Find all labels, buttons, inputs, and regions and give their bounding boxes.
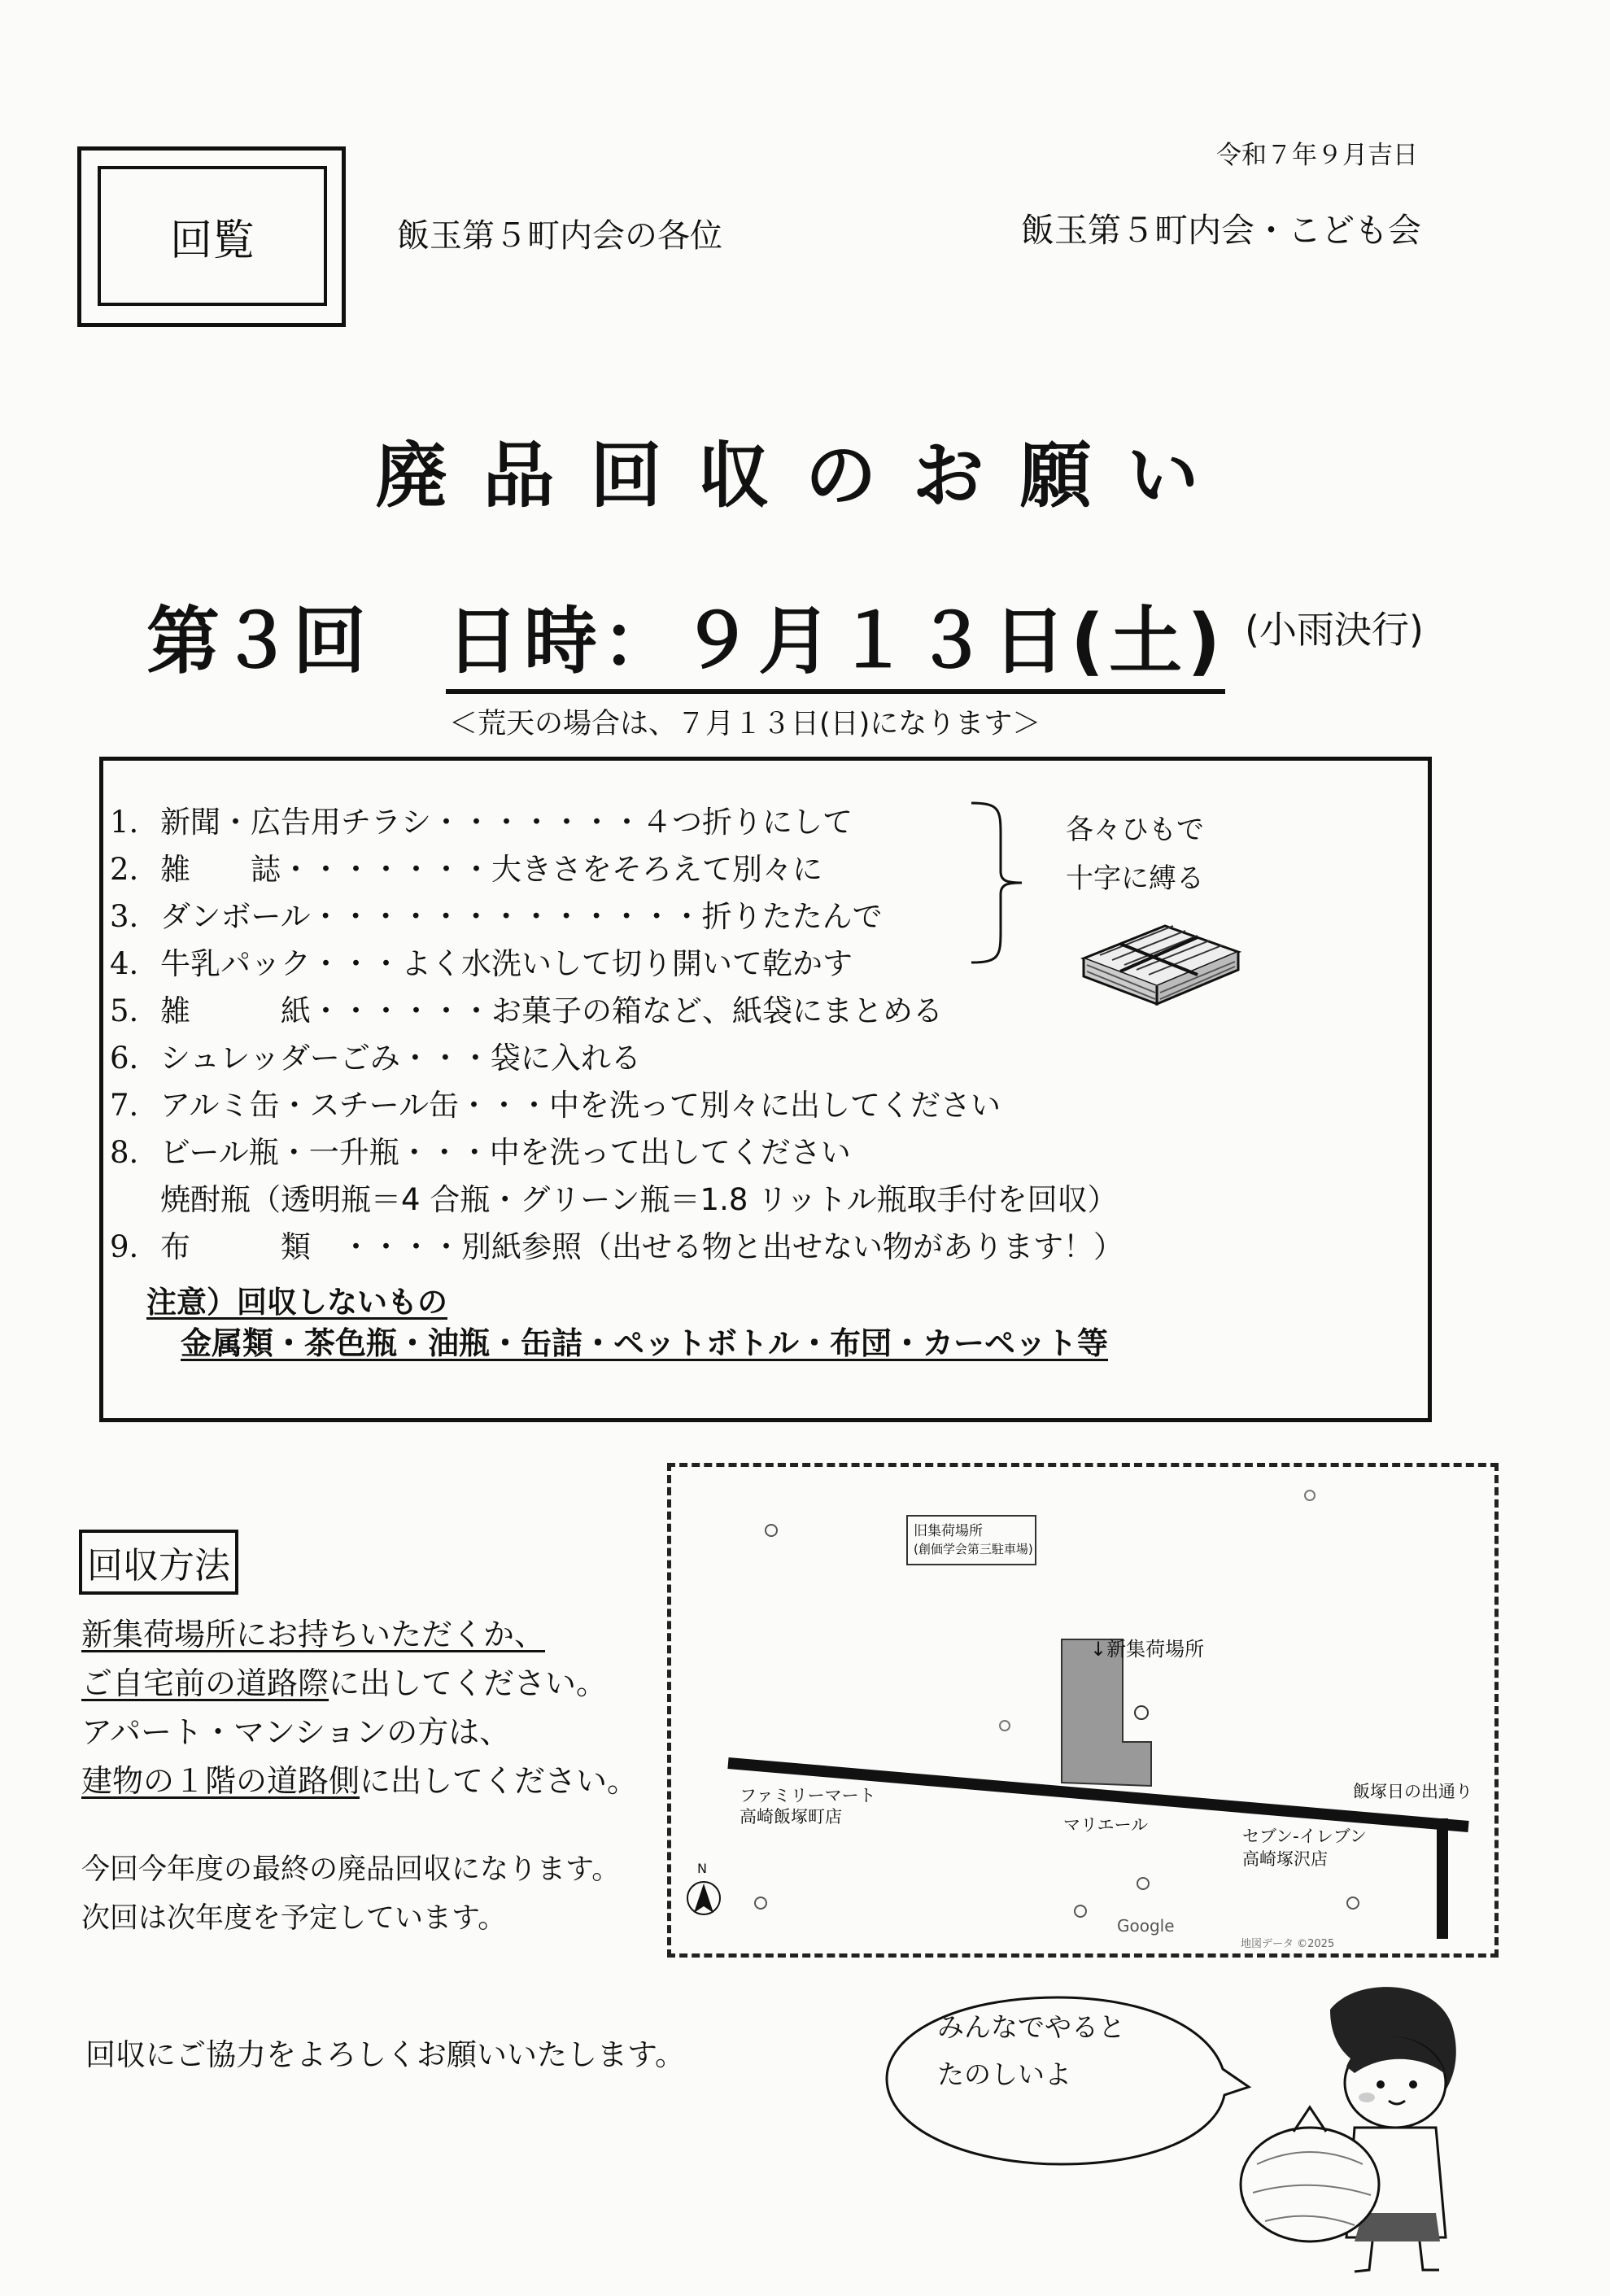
collection-method-heading: 回収方法 — [79, 1530, 238, 1595]
method-line: アパート・マンションの方は、 — [81, 1714, 511, 1750]
not-collected-list: 金属類・茶色瓶・油瓶・缶詰・ペットボトル・布団・カーペット等 — [181, 1325, 1109, 1361]
north-arrow-icon — [694, 1884, 713, 1913]
map-drawing — [671, 1467, 1499, 1958]
location-map — [667, 1463, 1499, 1958]
final-collection-note: 今回今年度の最終の廃品回収になります。 — [81, 1853, 621, 1886]
new-site-label: ↓新集荷場所 — [1090, 1638, 1205, 1661]
iizuka-street-label: 飯塚日の出通り — [1353, 1782, 1473, 1801]
event-datetime: 日時：９月１３日(土) — [446, 582, 1225, 694]
session-number: 第３回 — [146, 599, 366, 684]
issue-date: 令和７年９月吉日 — [1216, 141, 1418, 170]
method-line: 新集荷場所にお持ちいただくか、 — [81, 1617, 546, 1652]
list-item: 9. 布 類 ・・・・別紙参照（出せる物と出せない物があります！） — [110, 1229, 1124, 1264]
next-collection-note: 次回は次年度を予定しています。 — [81, 1902, 507, 1935]
list-item: 8. ビール瓶・一升瓶・・・中を洗って出してください — [110, 1135, 851, 1170]
old-site-label: 旧集荷場所 — [914, 1523, 983, 1539]
map-copyright: 地図データ ©2025 — [1241, 1938, 1335, 1950]
brace-icon — [966, 793, 1032, 972]
old-site-sublabel: (創価学会第三駐車場) — [914, 1542, 1033, 1556]
new-site-lot — [1062, 1639, 1151, 1786]
seven-eleven-branch-label: 高崎塚沢店 — [1242, 1849, 1328, 1869]
newspaper-bundle-icon — [1076, 901, 1246, 1007]
list-item: 6. シュレッダーごみ・・・袋に入れる — [110, 1041, 641, 1076]
circulation-label: 回覧 — [98, 166, 327, 306]
list-item: 焼酎瓶（透明瓶＝4 合瓶・グリーン瓶＝1.8 リットル瓶取手付を回収） — [160, 1182, 1118, 1217]
list-item: 2. 雑 誌・・・・・・・大きさをそろえて別々に — [110, 852, 822, 887]
tie-instruction: 各々ひもで 十字に縛る — [1066, 814, 1204, 895]
mascot-speech: みんなでやると たのしいよ — [937, 2011, 1125, 2090]
list-item: 1. 新聞・広告用チラシ・・・・・・・４つ折りにして — [110, 805, 853, 840]
rain-policy-note: (小雨決行) — [1245, 608, 1424, 652]
family-mart-label: ファミリーマート — [740, 1786, 876, 1805]
thanks-message: 回収にご協力をよろしくお願いいたします。 — [85, 2037, 686, 2072]
caution-heading: 注意）回収しないもの — [146, 1285, 447, 1320]
list-item: 5. 雑 紙・・・・・・お菓子の箱など、紙袋にまとめる — [110, 993, 943, 1028]
north-label: N — [697, 1861, 707, 1876]
family-mart-branch-label: 高崎飯塚町店 — [740, 1807, 842, 1827]
storm-alternate-date: ＜荒天の場合は、７月１３日(日)になります＞ — [449, 708, 1041, 740]
recipient-line: 飯玉第５町内会の各位 — [397, 217, 722, 255]
list-item: 7. アルミ缶・スチール缶・・・中を洗って別々に出してください — [110, 1088, 1001, 1123]
seven-eleven-label: セブン-イレブン — [1242, 1827, 1367, 1846]
marie-label: マリエール — [1063, 1815, 1149, 1835]
list-item: 3. ダンボール・・・・・・・・・・・・・折りたたんで — [110, 899, 883, 934]
child-mascot-illustration — [1233, 1977, 1468, 2278]
method-line: 建物の１階の道路側に出してください。 — [81, 1763, 639, 1799]
sender-organization: 飯玉第５町内会・こども会 — [1021, 211, 1421, 250]
list-item: 4. 牛乳パック・・・よく水洗いして切り開いて乾かす — [110, 946, 853, 981]
page-title: 廃品回収のお願い — [375, 434, 1235, 517]
google-logo: Google — [1117, 1916, 1175, 1936]
method-line: ご自宅前の道路際に出してください。 — [81, 1665, 608, 1701]
